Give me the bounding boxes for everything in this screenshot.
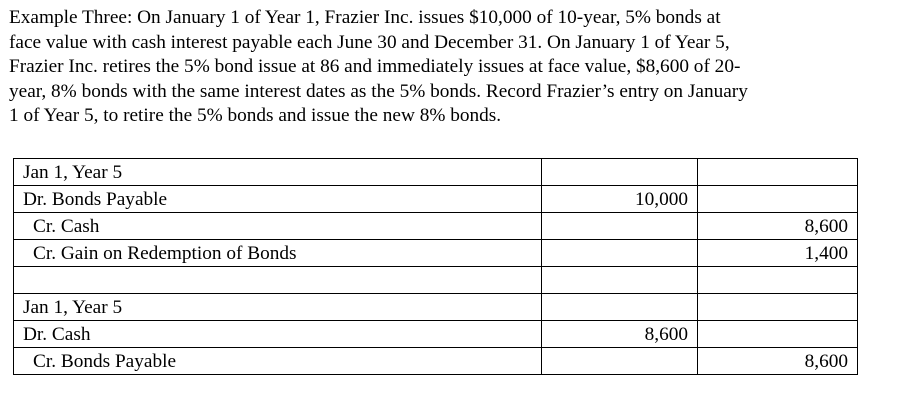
blank-cell (14, 267, 542, 294)
debit-cell (542, 294, 698, 321)
debit-cell (542, 213, 698, 240)
problem-line: face value with cash interest payable each June 30 and December 31. On January 1 of Year 5, (9, 31, 730, 53)
table-row (14, 186, 858, 213)
credit-cell (698, 294, 858, 321)
credit-account: Cr. Cash (14, 213, 542, 240)
problem-statement (9, 6, 869, 129)
credit-account: Cr. Bonds Payable (14, 348, 542, 375)
credit-amount: 8,600 (698, 348, 858, 375)
debit-cell (542, 348, 698, 375)
blank-cell (698, 267, 858, 294)
problem-line: Example Three: On January 1 of Year 1, Frazier Inc. issues $10,000 of 10-year, 5% bonds at (9, 7, 721, 28)
debit-account: Dr. Bonds Payable (14, 186, 542, 213)
table-row (14, 321, 858, 348)
table-row (14, 294, 858, 321)
credit-amount: 1,400 (698, 240, 858, 267)
problem-line: year, 8% bonds with the same interest dates as the 5% bonds. Record Frazier’s entry on January (9, 80, 748, 102)
blank-cell (542, 267, 698, 294)
problem-line: Frazier Inc. retires the 5% bond issue at 86 and immediately issues at face value, $8,600 of 20- (9, 56, 741, 78)
debit-amount: 8,600 (542, 321, 698, 348)
credit-amount: 8,600 (698, 213, 858, 240)
credit-cell (698, 159, 858, 186)
table-row-blank (14, 267, 858, 294)
table-row (14, 240, 858, 267)
debit-cell (542, 240, 698, 267)
table-row (14, 213, 858, 240)
journal-entry-table (13, 158, 858, 375)
entry-date: Jan 1, Year 5 (14, 294, 542, 321)
table-row (14, 159, 858, 186)
credit-cell (698, 186, 858, 213)
entry-date: Jan 1, Year 5 (14, 159, 542, 186)
credit-cell (698, 321, 858, 348)
table-row (14, 348, 858, 375)
problem-line: 1 of Year 5, to retire the 5% bonds and issue the new 8% bonds. (9, 105, 502, 127)
debit-cell (542, 159, 698, 186)
debit-amount: 10,000 (542, 186, 698, 213)
credit-account: Cr. Gain on Redemption of Bonds (14, 240, 542, 267)
debit-account: Dr. Cash (14, 321, 542, 348)
